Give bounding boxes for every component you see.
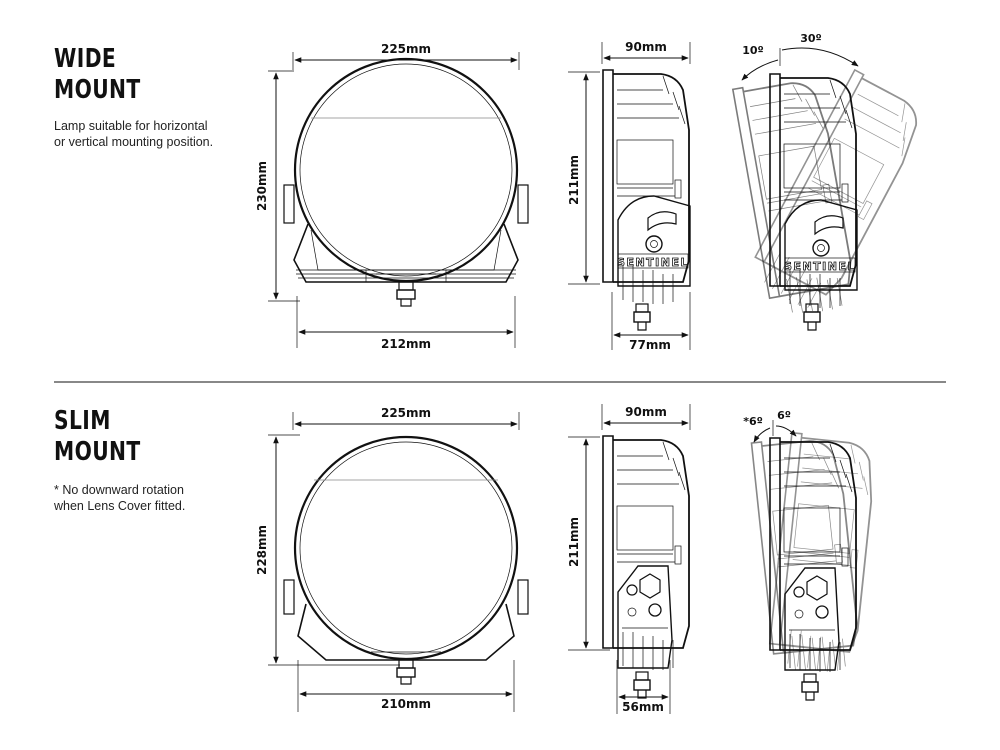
wide-side-depth-label: 90mm: [625, 40, 667, 54]
slim-desc-line1: * No downward rotation: [54, 483, 184, 497]
wide-rotation-view: [733, 32, 931, 330]
slim-angle-up-label: 6º: [777, 409, 791, 422]
wide-front-height-label: 230mm: [255, 160, 269, 212]
slim-angle-down-label: *6º: [743, 415, 763, 428]
slim-front-width-label: 225mm: [380, 406, 432, 420]
slim-front-height-label: 228mm: [255, 524, 269, 576]
wide-desc-line1: Lamp suitable for horizontal: [54, 119, 208, 133]
slim-side-base-depth-label: 56mm: [622, 700, 664, 714]
slim-front-lamp: [284, 437, 528, 684]
slim-front-base-width-label: 210mm: [380, 697, 432, 711]
slim-front-view: [255, 406, 528, 712]
wide-title-line1: WIDE: [54, 44, 117, 74]
wide-side-view: [567, 40, 690, 352]
slim-desc-line2: when Lens Cover fitted.: [54, 499, 186, 513]
slim-title-line2: MOUNT: [54, 437, 141, 467]
wide-rotation-ghost-down: [733, 74, 858, 319]
wide-side-brand-label: SENTINEL: [617, 256, 689, 269]
wide-front-width-label: 225mm: [380, 42, 432, 56]
slim-rotation-ghost-down: [751, 434, 861, 676]
wide-desc-line2: or vertical mounting position.: [54, 135, 214, 149]
wide-front-base-width-label: 212mm: [380, 337, 432, 351]
wide-front-lamp: [284, 59, 528, 306]
wide-title-line2: MOUNT: [54, 75, 141, 105]
wide-rotation-brand-label: SENTINEL: [784, 260, 856, 273]
slim-title-line1: SLIM: [54, 406, 111, 436]
slim-side-lamp: [603, 436, 689, 670]
slim-side-view: [567, 404, 690, 714]
wide-side-height-label: 211mm: [567, 154, 581, 206]
slim-rotation-view: [743, 409, 877, 700]
slim-side-depth-label: 90mm: [625, 405, 667, 419]
wide-angle-up-label: 30º: [800, 32, 822, 45]
wide-front-view: [255, 42, 528, 351]
slim-side-height-label: 211mm: [567, 516, 581, 568]
wide-side-base-depth-label: 77mm: [629, 338, 671, 352]
wide-angle-down-label: 10º: [742, 44, 764, 57]
